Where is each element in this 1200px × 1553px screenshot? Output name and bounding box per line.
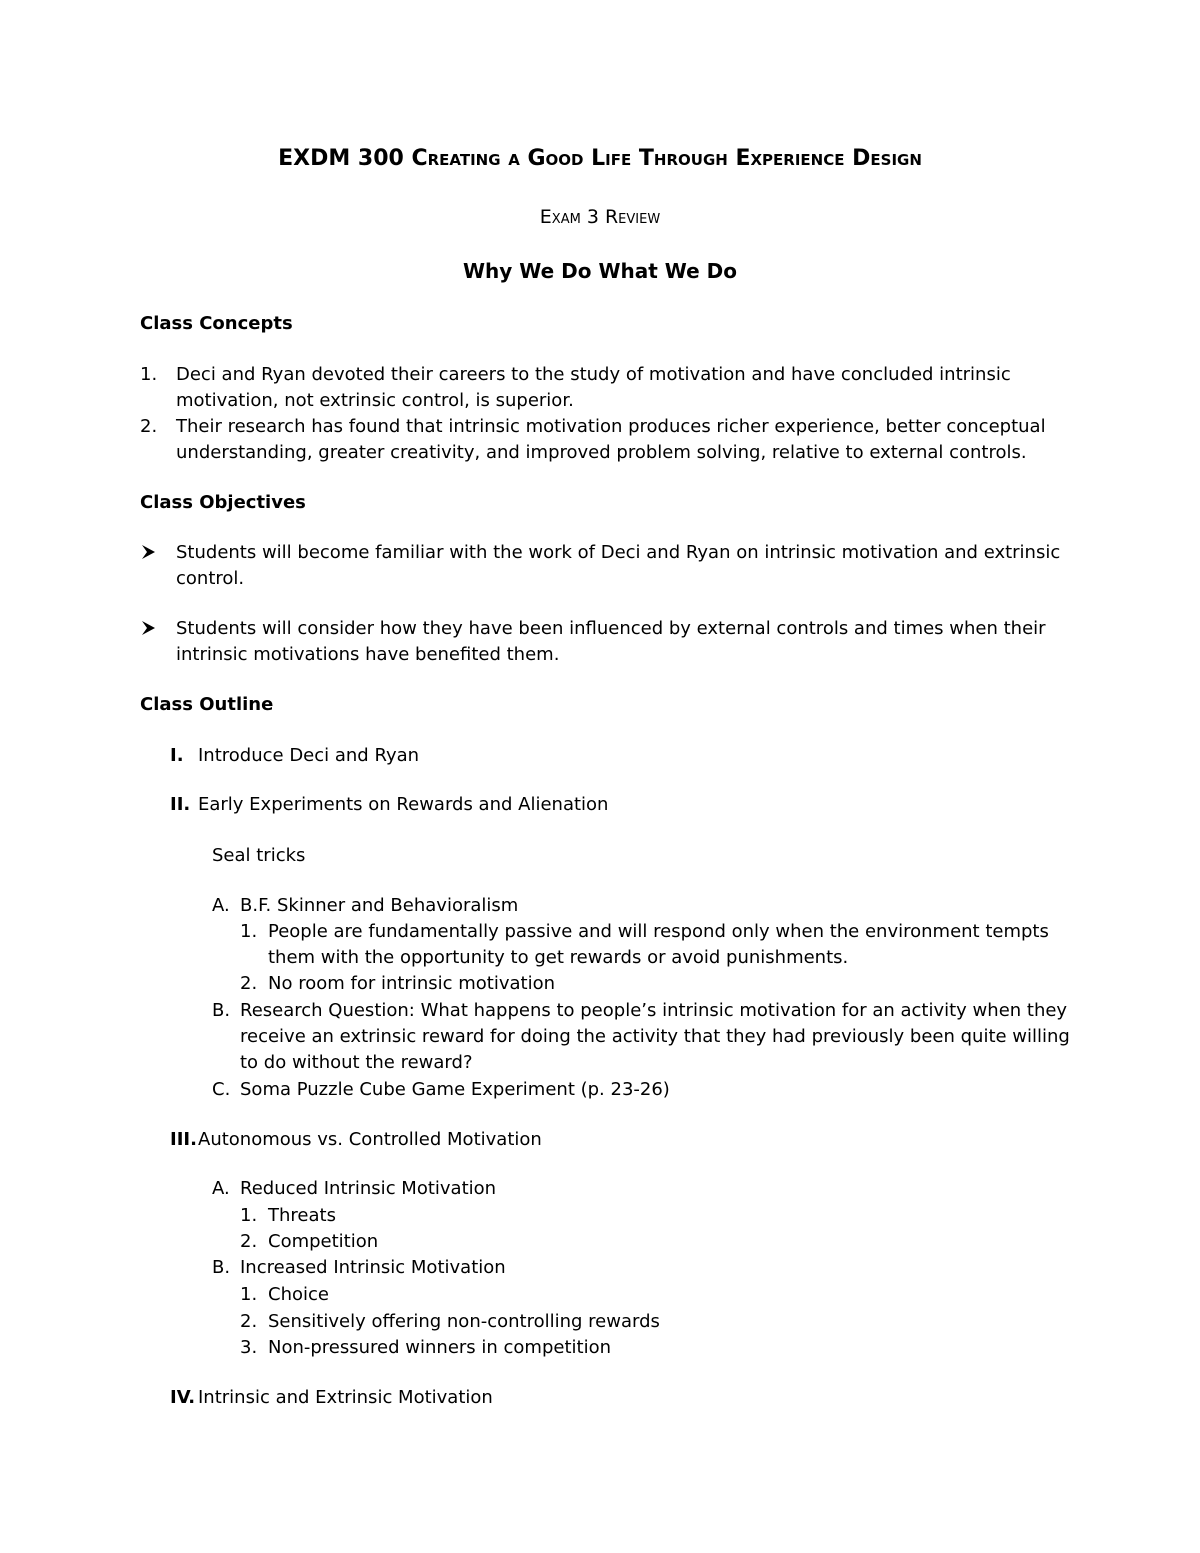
outline-roman-numeral: I. <box>170 745 184 766</box>
outline-item-number: 3. <box>240 1337 258 1358</box>
outline-item-text: Non-pressured winners in competition <box>268 1337 612 1358</box>
arrowhead-bullet-icon <box>140 617 158 646</box>
objective-line: intrinsic motivations have benefited them. <box>176 644 560 665</box>
outline-subsection-title: Increased Intrinsic Motivation <box>240 1257 506 1278</box>
concept-number: 2. <box>140 416 158 437</box>
outline-subsection-line: receive an extrinsic reward for doing the activity that they had previously been quite willing <box>240 1026 1070 1047</box>
outline-item-number: 2. <box>240 973 258 994</box>
outline-subsection-title: Soma Puzzle Cube Game Experiment (p. 23-26) <box>240 1079 670 1100</box>
outline-subsection-title: B.F. Skinner and Behavioralism <box>240 895 519 916</box>
outline-item-number: 2. <box>240 1311 258 1332</box>
concept-line: understanding, greater creativity, and improved problem solving, relative to external controls. <box>176 442 1027 463</box>
outline-note: Seal tricks <box>212 845 306 866</box>
topic-title: Why We Do What We Do <box>462 259 737 283</box>
outline-subsection-title: Reduced Intrinsic Motivation <box>240 1178 497 1199</box>
outline-item-line: No room for intrinsic motivation <box>268 973 555 994</box>
outline-item-text: Sensitively offering non-controlling rewards <box>268 1311 660 1332</box>
outline-roman-numeral: IV. <box>170 1387 196 1408</box>
outline-item-text: Competition <box>268 1231 379 1252</box>
outline-roman-numeral: II. <box>170 794 191 815</box>
outline-item-number: 1. <box>240 921 258 942</box>
section-heading-concepts: Class Concepts <box>140 313 293 334</box>
outline-subsection-line: Research Question: What happens to people’s intrinsic motivation for an activity when they <box>240 1000 1068 1021</box>
outline-section-title: Intrinsic and Extrinsic Motivation <box>198 1387 493 1408</box>
section-heading-objectives: Class Objectives <box>140 492 306 513</box>
outline-item-number: 2. <box>240 1231 258 1252</box>
concept-line: Deci and Ryan devoted their careers to the study of motivation and have concluded intrinsic <box>176 364 1011 385</box>
concept-number: 1. <box>140 364 158 385</box>
outline-item-text: Choice <box>268 1284 329 1305</box>
arrowhead-bullet-icon <box>140 541 158 570</box>
outline-item-line: People are fundamentally passive and will respond only when the environment tempts <box>268 921 1049 942</box>
outline-letter: B. <box>212 1257 231 1278</box>
outline-item-number: 1. <box>240 1205 258 1226</box>
outline-letter: A. <box>212 895 230 916</box>
outline-section-title: Autonomous vs. Controlled Motivation <box>198 1129 542 1150</box>
concept-line: motivation, not extrinsic control, is superior. <box>176 390 574 411</box>
outline-item-text: Threats <box>268 1205 336 1226</box>
outline-section-title: Early Experiments on Rewards and Alienation <box>198 794 609 815</box>
outline-item-number: 1. <box>240 1284 258 1305</box>
document-title: EXDM 300 Creating a Good Life Through Experience Design <box>278 146 922 171</box>
outline-item-line: them with the opportunity to get rewards or avoid punishments. <box>268 947 849 968</box>
concept-line: Their research has found that intrinsic motivation produces richer experience, better conceptual <box>176 416 1046 437</box>
outline-letter: C. <box>212 1079 231 1100</box>
outline-roman-numeral: III. <box>170 1129 197 1150</box>
outline-subsection-line: to do without the reward? <box>240 1052 473 1073</box>
objective-line: control. <box>176 568 245 589</box>
outline-letter: A. <box>212 1178 230 1199</box>
section-heading-outline: Class Outline <box>140 694 274 715</box>
outline-section-title: Introduce Deci and Ryan <box>198 745 420 766</box>
objective-line: Students will become familiar with the work of Deci and Ryan on intrinsic motivation and extrinsic <box>176 542 1061 563</box>
document-subtitle: Exam 3 Review <box>539 206 661 228</box>
objective-line: Students will consider how they have been influenced by external controls and times when their <box>176 618 1046 639</box>
outline-letter: B. <box>212 1000 231 1021</box>
